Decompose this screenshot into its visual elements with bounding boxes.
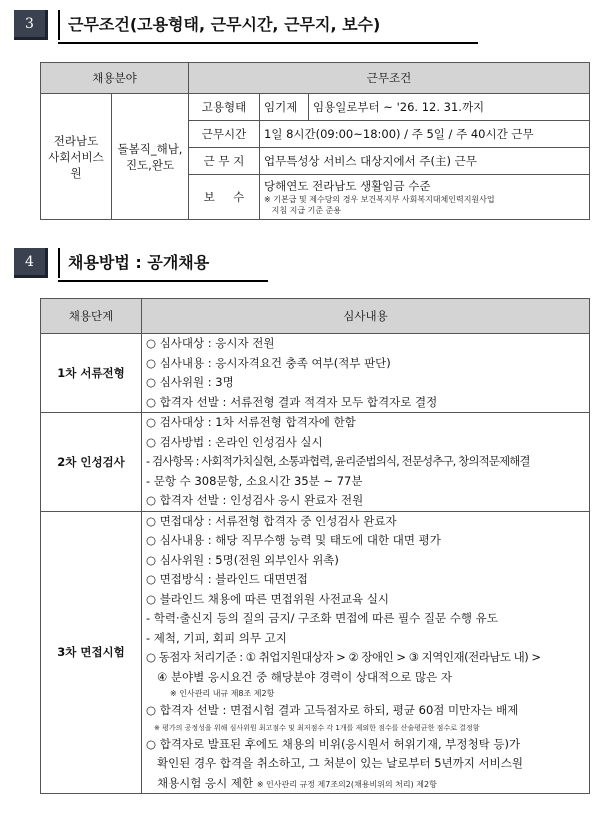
- header-conditions: 근무조건: [189, 63, 590, 94]
- stage-3-line: 확인된 경우 합격을 취소하고, 그 처분이 있는 날로부터 5년까지 서비스원: [146, 756, 523, 770]
- section-4-header: [14, 248, 209, 278]
- stage-2-line: - 문항 수 308문항, 소요시간 35분 ~ 77분: [146, 473, 363, 488]
- section-number-4: 4: [14, 248, 48, 278]
- header-stage: 채용단계: [41, 299, 142, 334]
- stage-3-line: 채용시험 응시 제한: [146, 775, 254, 790]
- cond-val-location: 업무특성상 서비스 대상지에서 주(主) 근무: [260, 148, 590, 175]
- section-3-underline: [58, 42, 478, 44]
- region-cell: 전라남도 사회서비스원: [41, 94, 112, 220]
- stage-3-note: ※ 평가의 공정성을 위해 심사위원 최고점수 및 최저점수 각 1개를 제외한 점수를 산술평균한 점수로 결정함: [154, 723, 480, 732]
- cond-key-location: 근 무 지: [189, 148, 260, 175]
- stage-2-line: - 검사항목 : 사회적가치실현, 소통과협력, 윤리준법의식, 전문성추구, 창의적문제해결: [146, 454, 530, 468]
- stage-3-line: ○ 합격자 선발 : 면접시험 결과 고득점자로 하되, 평균 60점 미만자는 배제: [146, 703, 519, 717]
- field-cell: 돌봄직_해남, 진도,완도: [112, 94, 189, 220]
- stage-3-line: ○ 면접방식 : 블라인드 대면면접: [146, 572, 308, 586]
- cond-key-pay: 보 수: [189, 175, 260, 220]
- pay-note: ※ 기본급 및 제수당의 경우 보건복지부 사회복지대체인력지원사업 지침 지급 기준 준용: [264, 195, 495, 215]
- stage-3-line: - 학력·출신지 등의 질의 금지/ 구조화 면접에 따른 필수 질문 수행 유도: [146, 611, 498, 625]
- stage-1-content: [142, 334, 590, 413]
- stage-1-line: ○ 심사내용 : 응시자격요건 충족 여부(적부 판단): [146, 355, 391, 370]
- stage-2-content: [142, 413, 590, 512]
- stage-1-line: ○ 심사위원 : 3명: [146, 375, 234, 389]
- cond-val-employment-type: 임기제: [260, 94, 309, 121]
- stage-2-line: ○ 검사방법 : 온라인 인성검사 실시: [146, 434, 323, 449]
- stage-3-last-line: [146, 774, 585, 794]
- stage-3-line: ○ 블라인드 채용에 따른 면접위원 사전교육 실시: [146, 591, 390, 606]
- stage-3-line: ○ 면접대상 : 서류전형 합격자 중 인성검사 완료자: [146, 513, 397, 528]
- stage-3-note: ※ 인사관리 내규 제8조 제2항: [170, 689, 275, 698]
- cond-key-employment: 고용형태: [189, 94, 260, 121]
- cond-key-hours: 근무시간: [189, 121, 260, 148]
- cond-val-pay-cell: [260, 175, 590, 220]
- stage-1-name: 1차 서류전형: [41, 334, 142, 413]
- header-content: 심사내용: [142, 299, 590, 334]
- stage-3-line: ④ 분야별 응시요건 중 해당분야 경력이 상대적으로 많은 자: [146, 669, 453, 684]
- section-number-3: 3: [14, 10, 48, 40]
- stage-3-line: ○ 심사내용 : 해당 직무수행 능력 및 태도에 대한 대면 평가: [146, 533, 441, 547]
- stage-3-line: ○ 합격자로 발표된 후에도 채용의 비위(응시원서 허위기재, 부정청탁 등)가: [146, 736, 521, 751]
- selection-process-table: [40, 298, 590, 794]
- header-field: 채용분야: [41, 63, 189, 94]
- stage-2-line: ○ 검사대상 : 1차 서류전형 합격자에 한함: [146, 415, 356, 429]
- cond-val-pay: 당해연도 전라남도 생활임금 수준: [264, 179, 431, 193]
- stage-1-line: ○ 합격자 선발 : 서류전형 결과 적격자 모두 합격자로 결정: [146, 394, 438, 409]
- work-conditions-table: [40, 62, 590, 220]
- section-3-title: 근무조건(고용형태, 근무시간, 근무지, 보수): [58, 10, 380, 40]
- stage-3-name: 3차 면접시험: [41, 511, 142, 794]
- section-3-header: [14, 10, 380, 40]
- cond-val-hours: 1일 8시간(09:00~18:00) / 주 5일 / 주 40시간 근무: [260, 121, 590, 148]
- stage-3-line: - 제척, 기피, 회피 의무 고지: [146, 630, 287, 645]
- stage-3-line: ○ 심사위원 : 5명(전원 외부인사 위촉): [146, 552, 339, 567]
- cond-val-employment-period: 임용일로부터 ~ '26. 12. 31.까지: [309, 94, 590, 121]
- stage-1-line: ○ 심사대상 : 응시자 전원: [146, 336, 275, 350]
- stage-3-content: [142, 511, 590, 794]
- section-4-underline: [58, 280, 268, 282]
- stage-2-name: 2차 인성검사: [41, 413, 142, 512]
- section-4-title: 채용방법 : 공개채용: [58, 248, 209, 278]
- stage-3-note: ※ 인사관리 규정 제7조의2(채용비위의 처리) 제2항: [256, 779, 437, 789]
- stage-2-line: ○ 합격자 선발 : 인성검사 응시 완료자 전원: [146, 493, 364, 507]
- stage-3-line: ○ 동점자 처리기준 : ① 취업지원대상자 > ② 장애인 > ③ 지역인재(전라남도 내) >: [146, 650, 541, 664]
